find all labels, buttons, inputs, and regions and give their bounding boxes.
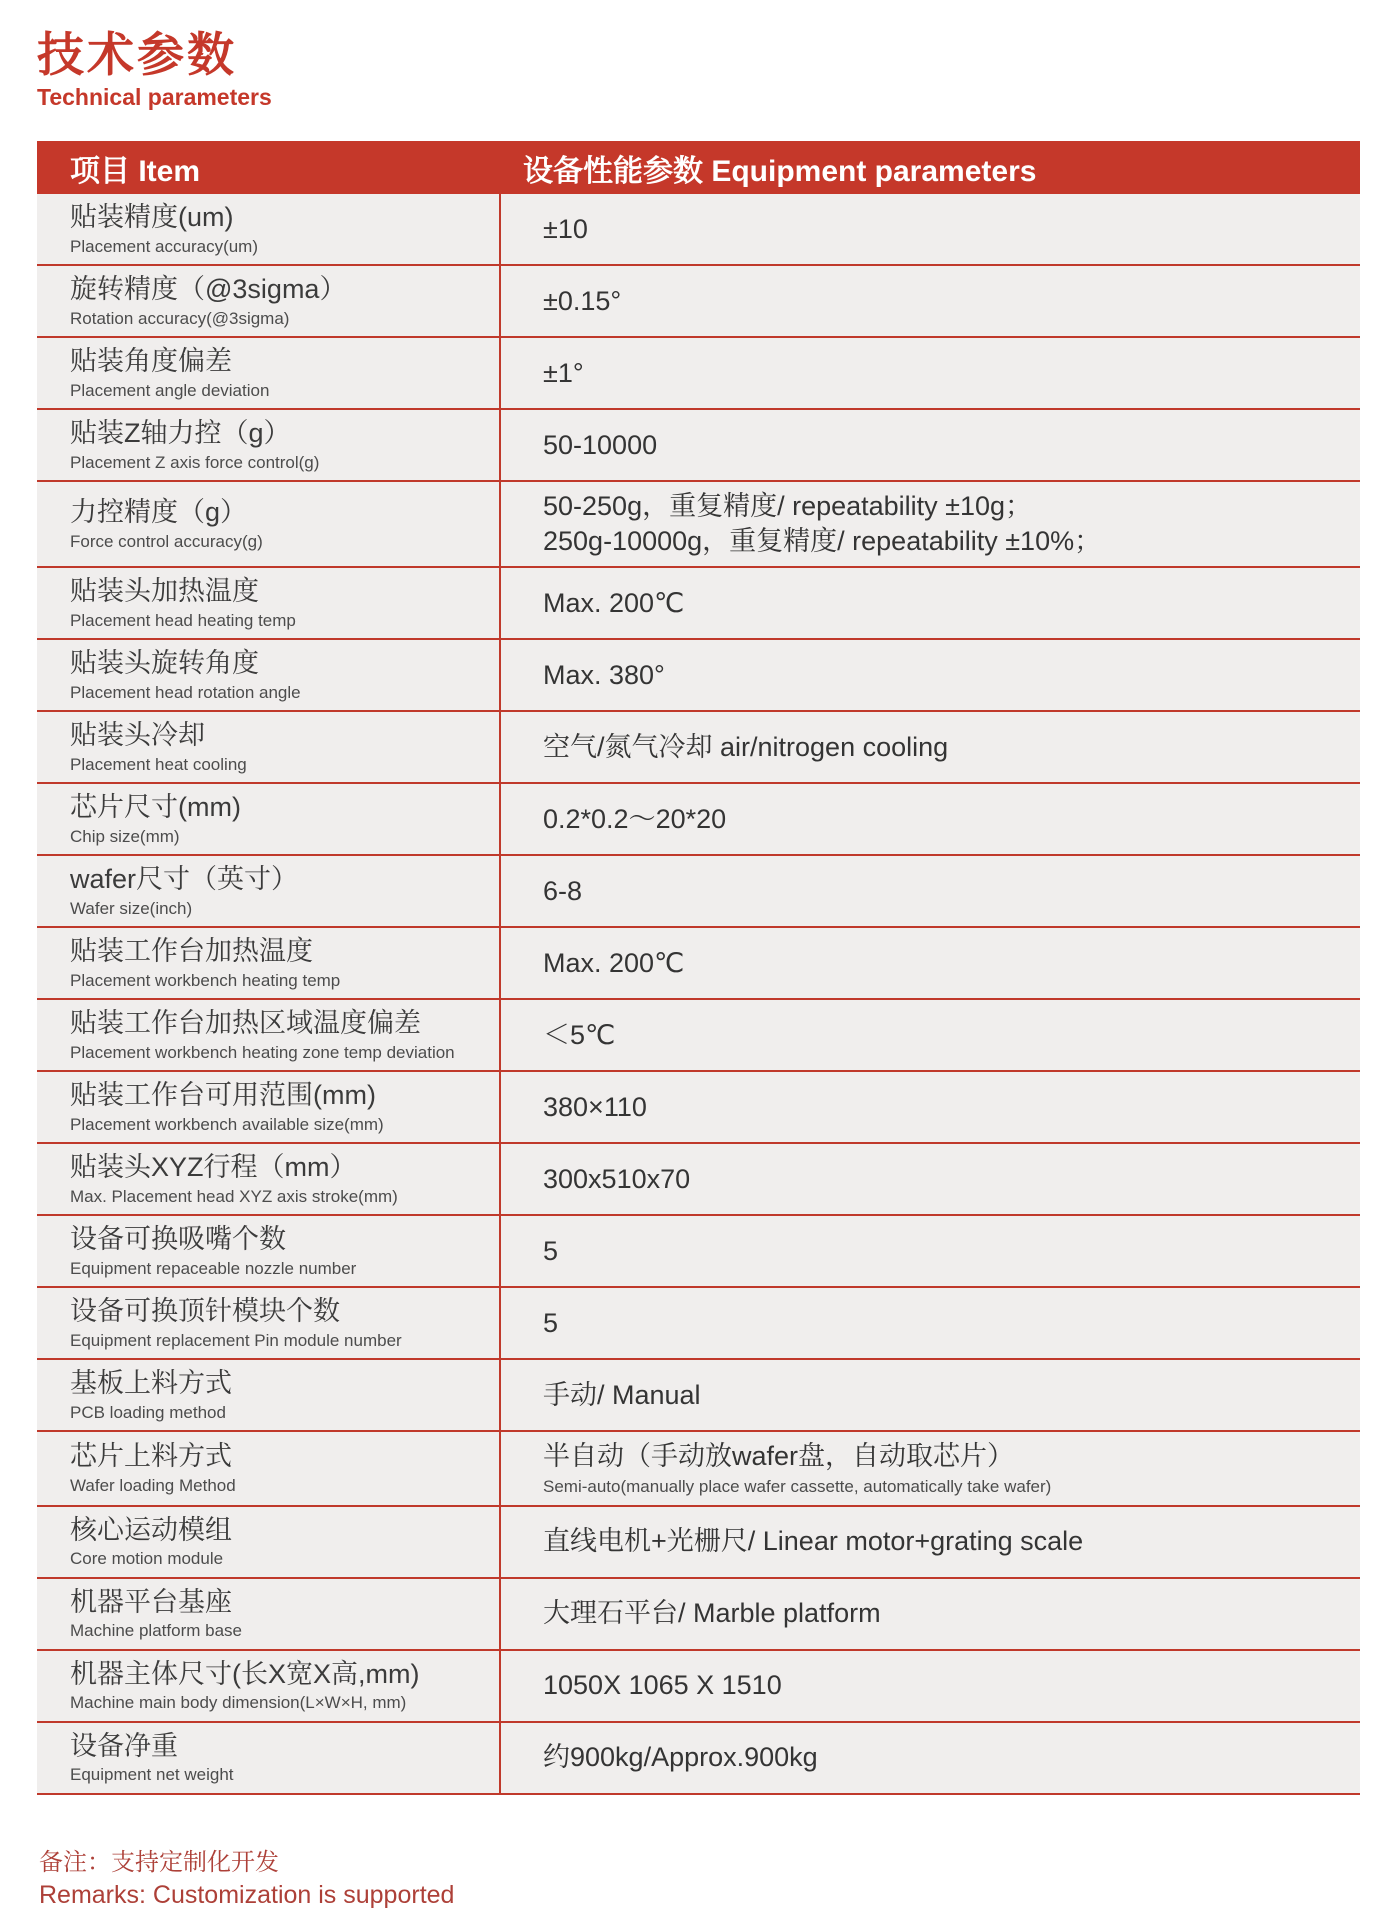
item-label-en: Placement workbench available size(mm) [70,1114,384,1134]
table-row [37,1432,1360,1506]
item-label-cell [37,338,501,408]
item-label-cn: 基板上料方式 [70,1368,232,1399]
item-value: 大理石平台/ Marble platform [543,1598,881,1629]
item-value-cell [501,1723,1360,1793]
item-value-cell [501,1507,1360,1577]
item-label-cell [37,856,501,926]
item-value-cell [501,928,1360,998]
table-row [37,1507,1360,1579]
item-label-en: Equipment replacement Pin module number [70,1330,402,1350]
item-value-cell [501,194,1360,264]
item-value: 1050X 1065 X 1510 [543,1670,782,1701]
table-row [37,482,1360,568]
item-value-cell [501,410,1360,480]
item-label-cell [37,266,501,336]
item-label-en: Equipment repaceable nozzle number [70,1258,357,1278]
item-label-cn: 贴装精度(um) [70,202,234,233]
item-label-cn: 机器主体尺寸(长X宽X高,mm) [70,1658,420,1689]
item-label-cell [37,482,501,566]
item-value-cell [501,1360,1360,1430]
table-row [37,1288,1360,1360]
item-value: Max. 380° [543,659,665,690]
item-label-en: Force control accuracy(g) [70,531,263,551]
table-row [37,712,1360,784]
remarks-cn: 备注：支持定制化开发 [39,1848,279,1876]
header-item-column: 项目 Item [70,154,201,188]
item-label-cn: 芯片上料方式 [70,1441,232,1472]
item-value: 6-8 [543,875,583,906]
item-label-en: Machine platform base [70,1621,242,1641]
table-row [37,1579,1360,1651]
item-value: 约900kg/Approx.900kg [543,1742,818,1773]
item-label-cell [37,1579,501,1649]
item-value-cell [501,1144,1360,1214]
item-label-en: Machine main body dimension(L×W×H, mm) [70,1693,407,1713]
item-label-cn: 力控精度（g） [70,497,248,528]
item-value: ±1° [543,357,584,388]
item-label-cn: 贴装头加热温度 [70,576,259,607]
table-row [37,266,1360,338]
item-label-en: Equipment net weight [70,1765,234,1785]
item-value: Max. 200℃ [543,947,685,978]
table-row [37,1216,1360,1288]
item-value: 50-10000 [543,429,658,460]
item-label-en: Placement workbench heating temp [70,970,341,990]
item-value: 300x510x70 [543,1163,691,1194]
item-label-cell [37,1144,501,1214]
item-label-cell [37,1360,501,1430]
item-label-cn: 芯片尺寸(mm) [70,792,241,823]
item-value-cell [501,640,1360,710]
item-value: 手动/ Manual [543,1379,701,1410]
item-label-en: Chip size(mm) [70,826,180,846]
parameters-table [37,141,1360,1795]
item-label-cn: 设备净重 [70,1730,178,1761]
item-label-cell [37,1288,501,1358]
item-value-cell [501,1000,1360,1070]
table-row [37,1360,1360,1432]
title-block [37,28,1360,111]
table-row [37,194,1360,266]
item-label-cn: 旋转精度（@3sigma） [70,274,347,305]
item-label-en: Placement head heating temp [70,610,296,630]
table-row [37,1000,1360,1072]
item-label-cn: 贴装头XYZ行程（mm） [70,1152,357,1183]
item-value-line2: 250g-10000g，重复精度/ repeatability ±10%； [543,526,1102,557]
item-label-cn: 贴装角度偏差 [70,346,232,377]
item-value: 0.2*0.2～20*20 [543,803,727,834]
item-label-en: Max. Placement head XYZ axis stroke(mm) [70,1186,398,1206]
item-value: 直线电机+光栅尺/ Linear motor+grating scale [543,1526,1084,1557]
item-label-en: Rotation accuracy(@3sigma) [70,308,290,328]
item-label-cn: 设备可换顶针模块个数 [70,1296,340,1327]
item-value-cell [501,856,1360,926]
item-value: 50-250g，重复精度/ repeatability ±10g； [543,491,1033,522]
item-label-cell [37,1432,501,1504]
header-params-column: 设备性能参数 Equipment parameters [523,154,1037,188]
item-value: ±10 [543,213,588,244]
item-value-cell [501,266,1360,336]
item-value-cell [501,482,1360,566]
remarks-en: Remarks: Customization is supported [39,1880,455,1909]
item-label-cell [37,1216,501,1286]
item-label-cell [37,410,501,480]
remarks-block [37,1847,1360,1913]
item-value: ±0.15° [543,285,622,316]
item-label-cn: 设备可换吸嘴个数 [70,1224,286,1255]
item-label-cell [37,1507,501,1577]
item-value-cell [501,1432,1360,1504]
table-row [37,568,1360,640]
item-value: 5 [543,1235,559,1266]
table-row [37,856,1360,928]
item-value: 5 [543,1307,559,1338]
item-label-cell [37,194,501,264]
item-label-cell [37,1651,501,1721]
item-value-cell [501,568,1360,638]
table-header-row [37,141,1360,194]
item-label-cell [37,568,501,638]
item-label-cn: 贴装工作台加热区域温度偏差 [70,1008,421,1039]
page-subtitle: Technical parameters [37,84,272,111]
table-row [37,1072,1360,1144]
item-value: 空气/氮气冷却 air/nitrogen cooling [543,731,949,762]
page-title: 技术参数 [37,28,237,81]
item-label-cn: 贴装头旋转角度 [70,648,259,679]
item-label-cell [37,784,501,854]
item-value-cell [501,1072,1360,1142]
table-row [37,1651,1360,1723]
table-row [37,928,1360,1000]
item-value: 380×110 [543,1091,647,1122]
item-label-cn: 贴装工作台可用范围(mm) [70,1080,376,1111]
table-row [37,784,1360,856]
item-value-cell [501,1288,1360,1358]
item-label-cn: wafer尺寸（英寸） [70,864,299,895]
item-label-cell [37,640,501,710]
item-label-cn: 贴装Z轴力控（g） [70,418,291,449]
item-value-subtext: Semi-auto(manually place wafer cassette, automatically take wafer) [543,1477,1052,1497]
item-label-en: Placement workbench heating zone temp deviation [70,1042,455,1062]
item-label-cell [37,1723,501,1793]
item-label-en: Placement accuracy(um) [70,236,259,256]
item-label-cell [37,928,501,998]
item-value-cell [501,784,1360,854]
item-value: ＜5℃ [543,1019,616,1050]
item-label-en: Placement angle deviation [70,380,270,400]
item-value: Max. 200℃ [543,587,685,618]
item-value-cell [501,1579,1360,1649]
item-label-cn: 贴装头冷却 [70,720,205,751]
table-row [37,338,1360,410]
table-row [37,410,1360,482]
item-label-cn: 贴装工作台加热温度 [70,936,313,967]
item-label-en: Wafer size(inch) [70,898,193,918]
item-label-en: PCB loading method [70,1402,226,1422]
table-body [37,194,1360,1795]
item-value-cell [501,1651,1360,1721]
item-label-en: Placement heat cooling [70,754,247,774]
item-label-en: Core motion module [70,1549,224,1569]
item-label-cn: 机器平台基座 [70,1586,232,1617]
table-row [37,1144,1360,1216]
item-value-cell [501,1216,1360,1286]
item-label-en: Placement Z axis force control(g) [70,452,320,472]
item-label-en: Placement head rotation angle [70,682,301,702]
item-label-cn: 核心运动模组 [70,1514,232,1545]
item-value-cell [501,338,1360,408]
item-label-en: Wafer loading Method [70,1476,236,1496]
table-row [37,640,1360,712]
table-row [37,1723,1360,1795]
item-value: 半自动（手动放wafer盘，自动取芯片） [543,1441,1015,1472]
item-label-cell [37,712,501,782]
item-label-cell [37,1072,501,1142]
item-value-cell [501,712,1360,782]
item-label-cell [37,1000,501,1070]
